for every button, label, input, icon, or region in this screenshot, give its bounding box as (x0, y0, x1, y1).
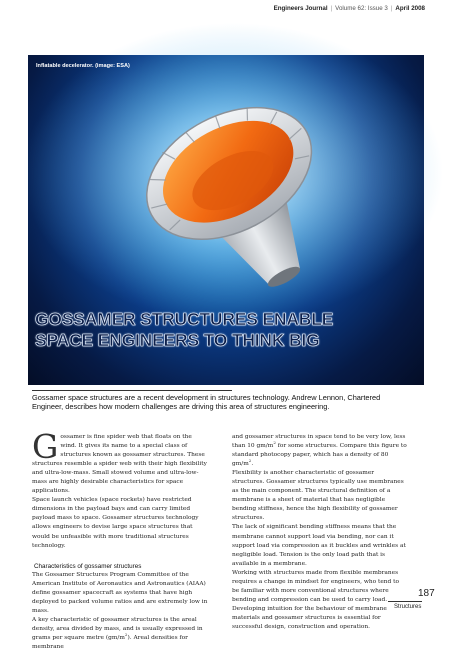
article-title: GOSSAMER STRUCTURES ENABLE SPACE ENGINEERS TO THINK BIG (35, 309, 334, 350)
running-header (274, 2, 425, 14)
body-column-right (232, 433, 408, 632)
body-paragraph: Flexibility is another characteristic of gossamer structures. Gossamer structures typically use membranes as the main component. The structural definition of a membrane is a sheet of material that has negligible bending stiffness, hence the high flexibility of gossamer structures. (232, 470, 404, 522)
paragraph-text: . (251, 461, 254, 468)
page-number: 187 (418, 588, 435, 599)
section-subheading: Characteristics of gossamer structures (34, 562, 142, 570)
body-paragraph (32, 427, 208, 496)
superscript: 2 (124, 632, 128, 638)
footer-divider (388, 601, 422, 602)
body-column-left (32, 427, 208, 652)
hero-image (28, 55, 424, 385)
paragraph-text: ossamer is fine spider web that floats on the wind. It gives its name to a special class of structures known as gossamer structures. These structures resemble a spider web with their high flexibility and ultra-low-mass. Small stowed volume and ultra-low-mass are highly desirable characteristics for space applications. (32, 434, 207, 495)
superscript: 2 (273, 440, 276, 446)
body-paragraph: Working with structures made from flexible membranes requires a change in mindset for engineers, who tend to be familiar with more conventional structures where bending and compression can be used to carry load. Developing intuition for the behaviour of membrane materials and gossamer structures is essential for successful design, construction and operation. (232, 569, 400, 630)
journal-name: Engineers Journal (273, 4, 328, 12)
superscript: 2 (248, 458, 252, 464)
paragraph-text: for some structures. Compare this figure to standard photocopy paper, which has a density of 80 gm/m (232, 443, 407, 468)
section-label: Structures (394, 604, 422, 610)
issue-date: April 2008 (395, 4, 425, 12)
article-standfirst: Gossamer space structures are a recent development in structures technology. Andrew Lennon, Chartered Engineer, describes how modern challenges are driving this area of structures engineering. (32, 393, 381, 412)
drop-cap: G (32, 427, 59, 466)
volume-issue: Volume 62: Issue 3 (335, 4, 388, 12)
body-paragraph (232, 433, 408, 469)
lead-divider (32, 390, 232, 391)
header-separator: | (390, 4, 393, 12)
body-paragraph: Space launch vehicles (space rockets) have restricted dimensions in the payload bays and can carry limited payload mass to space. Gossamer structures technology allows engineers to devise large space structures that would be unfeasible with more traditional structures technology. (32, 497, 199, 549)
body-paragraph: The Gossamer Structures Program Committee of the American Institute of Aeronautics and Astronautics (AIAA) define gossamer spacecraft as systems that have high deployed to packed volume ratios and are extremely low in mass. (32, 571, 208, 614)
body-paragraph: The lack of significant bending stiffness means that the membrane cannot support load via bending, nor can it support load via compression as it buckles and wrinkles at negligible load. Tension is the only load path that is available in a membrane. (232, 524, 406, 567)
header-separator: | (330, 4, 333, 12)
paragraph-text: A key characteristic of gossamer structures is the areal density, area divided by mass, and is usually expressed in grams per square metre (gm/m (32, 616, 203, 641)
paragraph-text: and gossamer structures in space tend to be very low, less than 10 gm/m (232, 434, 406, 450)
image-caption: Inflatable decelerator. (image: ESA) (36, 63, 130, 69)
body-paragraph (32, 616, 208, 652)
paragraph-text: ). Areal densities for membrane (32, 634, 188, 651)
